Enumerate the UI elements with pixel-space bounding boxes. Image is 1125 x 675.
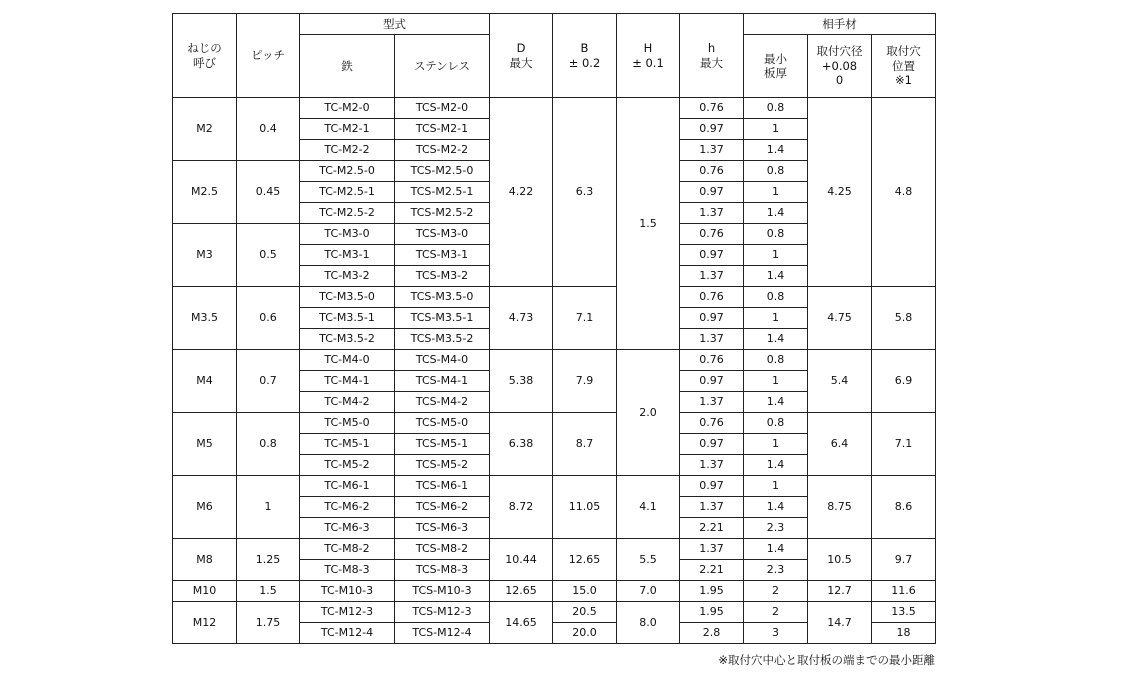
hole-dia-cell: 4.75 xyxy=(808,287,872,350)
iron-model-cell: TC-M2.5-0 xyxy=(300,161,395,182)
hole-dia-cell: 4.25 xyxy=(808,98,872,287)
iron-model-cell: TC-M4-2 xyxy=(300,392,395,413)
pitch-cell: 0.4 xyxy=(237,98,300,161)
hole-dia-cell: 10.5 xyxy=(808,539,872,581)
stainless-model-cell: TCS-M5-1 xyxy=(395,434,490,455)
stainless-model-cell: TCS-M3.5-1 xyxy=(395,308,490,329)
d-max-cell: 12.65 xyxy=(490,581,553,602)
table-row xyxy=(173,287,936,308)
spec-table xyxy=(172,13,936,644)
header-thread-line2: 呼び xyxy=(193,55,216,70)
thread-size-cell: M2.5 xyxy=(173,161,237,224)
min-thickness-cell: 1.4 xyxy=(744,266,808,287)
d-max-cell: 14.65 xyxy=(490,602,553,644)
iron-model-cell: TC-M5-0 xyxy=(300,413,395,434)
h-max-cell: 0.76 xyxy=(680,350,744,371)
footnote: ※取付穴中心と取付板の端までの最小距離 xyxy=(718,653,935,667)
iron-model-cell: TC-M2.5-2 xyxy=(300,203,395,224)
iron-model-cell: TC-M6-1 xyxy=(300,476,395,497)
min-thickness-cell: 0.8 xyxy=(744,413,808,434)
stainless-model-cell: TCS-M3-1 xyxy=(395,245,490,266)
min-thickness-cell: 2.3 xyxy=(744,518,808,539)
b-cell: 11.05 xyxy=(553,476,617,539)
header-hole-pos-line1: 取付穴 xyxy=(886,44,921,59)
h-max-cell: 0.76 xyxy=(680,287,744,308)
iron-model-cell: TC-M4-0 xyxy=(300,350,395,371)
min-thickness-cell: 1 xyxy=(744,371,808,392)
thread-size-cell: M3.5 xyxy=(173,287,237,350)
header-min-thickness xyxy=(744,35,808,98)
h-max-cell: 0.76 xyxy=(680,413,744,434)
thread-size-cell: M4 xyxy=(173,350,237,413)
b-cell: 8.7 xyxy=(553,413,617,476)
stainless-model-cell: TCS-M3-0 xyxy=(395,224,490,245)
h-height-cell: 1.5 xyxy=(617,98,680,350)
min-thickness-cell: 1 xyxy=(744,119,808,140)
pitch-cell: 1.25 xyxy=(237,539,300,581)
header-b-note: ± 0.2 xyxy=(568,55,601,70)
iron-model-cell: TC-M5-2 xyxy=(300,455,395,476)
h-height-cell: 4.1 xyxy=(617,476,680,539)
header-thread-line1: ねじの xyxy=(187,41,222,56)
header-pitch: ピッチ xyxy=(237,14,300,98)
h-max-cell: 1.37 xyxy=(680,203,744,224)
min-thickness-cell: 1.4 xyxy=(744,539,808,560)
min-thickness-cell: 1.4 xyxy=(744,329,808,350)
h-max-cell: 1.95 xyxy=(680,581,744,602)
min-thickness-cell: 2.3 xyxy=(744,560,808,581)
header-d-note: 最大 xyxy=(509,55,533,70)
stainless-model-cell: TCS-M2-2 xyxy=(395,140,490,161)
hole-pos-cell: 18 xyxy=(872,623,936,644)
thread-size-cell: M3 xyxy=(173,224,237,287)
min-thickness-cell: 2 xyxy=(744,581,808,602)
pitch-cell: 1.75 xyxy=(237,602,300,644)
min-thickness-cell: 1.4 xyxy=(744,203,808,224)
min-thickness-cell: 1.4 xyxy=(744,497,808,518)
hole-dia-cell: 14.7 xyxy=(808,602,872,644)
iron-model-cell: TC-M2-0 xyxy=(300,98,395,119)
hole-pos-cell: 11.6 xyxy=(872,581,936,602)
stainless-model-cell: TCS-M4-2 xyxy=(395,392,490,413)
h-height-cell: 5.5 xyxy=(617,539,680,581)
h-max-cell: 0.76 xyxy=(680,98,744,119)
header-model: 型式 xyxy=(300,14,490,35)
pitch-cell: 0.5 xyxy=(237,224,300,287)
header-h-upper-note: ± 0.1 xyxy=(632,55,664,70)
thread-size-cell: M5 xyxy=(173,413,237,476)
h-max-cell: 2.8 xyxy=(680,623,744,644)
min-thickness-cell: 1.4 xyxy=(744,392,808,413)
table-row xyxy=(173,539,936,560)
d-max-cell: 6.38 xyxy=(490,413,553,476)
header-min-thickness-line1: 最小 xyxy=(764,51,787,66)
iron-model-cell: TC-M4-1 xyxy=(300,371,395,392)
hole-pos-cell: 7.1 xyxy=(872,413,936,476)
iron-model-cell: TC-M8-2 xyxy=(300,539,395,560)
stainless-model-cell: TCS-M4-1 xyxy=(395,371,490,392)
stainless-model-cell: TCS-M2.5-1 xyxy=(395,182,490,203)
header-b xyxy=(553,14,617,98)
hole-dia-cell: 12.7 xyxy=(808,581,872,602)
min-thickness-cell: 0.8 xyxy=(744,287,808,308)
min-thickness-cell: 0.8 xyxy=(744,350,808,371)
min-thickness-cell: 1.4 xyxy=(744,455,808,476)
d-max-cell: 5.38 xyxy=(490,350,553,413)
pitch-cell: 1 xyxy=(237,476,300,539)
header-h-lower-symbol: h xyxy=(707,41,716,56)
min-thickness-cell: 1 xyxy=(744,476,808,497)
table-row xyxy=(173,413,936,434)
d-max-cell: 4.22 xyxy=(490,98,553,287)
stainless-model-cell: TCS-M8-3 xyxy=(395,560,490,581)
hole-dia-cell: 8.75 xyxy=(808,476,872,539)
stainless-model-cell: TCS-M3-2 xyxy=(395,266,490,287)
d-max-cell: 4.73 xyxy=(490,287,553,350)
header-h-lower xyxy=(680,14,744,98)
min-thickness-cell: 1.4 xyxy=(744,140,808,161)
hole-pos-cell: 8.6 xyxy=(872,476,936,539)
h-max-cell: 1.37 xyxy=(680,497,744,518)
h-max-cell: 0.97 xyxy=(680,245,744,266)
iron-model-cell: TC-M3.5-1 xyxy=(300,308,395,329)
iron-model-cell: TC-M10-3 xyxy=(300,581,395,602)
iron-model-cell: TC-M3-2 xyxy=(300,266,395,287)
iron-model-cell: TC-M2-2 xyxy=(300,140,395,161)
hole-pos-cell: 9.7 xyxy=(872,539,936,581)
stainless-model-cell: TCS-M12-4 xyxy=(395,623,490,644)
stainless-model-cell: TCS-M3.5-2 xyxy=(395,329,490,350)
hole-dia-cell: 6.4 xyxy=(808,413,872,476)
iron-model-cell: TC-M8-3 xyxy=(300,560,395,581)
hole-pos-cell: 6.9 xyxy=(872,350,936,413)
min-thickness-cell: 0.8 xyxy=(744,224,808,245)
h-max-cell: 0.97 xyxy=(680,182,744,203)
hole-pos-cell: 13.5 xyxy=(872,602,936,623)
pitch-cell: 0.45 xyxy=(237,161,300,224)
b-cell: 20.0 xyxy=(553,623,617,644)
b-cell: 6.3 xyxy=(553,98,617,287)
iron-model-cell: TC-M2.5-1 xyxy=(300,182,395,203)
b-cell: 20.5 xyxy=(553,602,617,623)
stainless-model-cell: TCS-M6-2 xyxy=(395,497,490,518)
table-row xyxy=(173,581,936,602)
iron-model-cell: TC-M6-2 xyxy=(300,497,395,518)
h-max-cell: 1.95 xyxy=(680,602,744,623)
h-max-cell: 2.21 xyxy=(680,518,744,539)
h-max-cell: 0.76 xyxy=(680,224,744,245)
header-hole-pos-line3: ※1 xyxy=(895,73,912,88)
header-hole-dia-line3: 0 xyxy=(835,73,844,88)
min-thickness-cell: 3 xyxy=(744,623,808,644)
header-hole-dia-line1: 取付穴径 xyxy=(816,44,863,59)
d-max-cell: 10.44 xyxy=(490,539,553,581)
h-max-cell: 1.37 xyxy=(680,539,744,560)
d-max-cell: 8.72 xyxy=(490,476,553,539)
table-row xyxy=(173,602,936,623)
h-max-cell: 1.37 xyxy=(680,392,744,413)
pitch-cell: 0.6 xyxy=(237,287,300,350)
stainless-model-cell: TCS-M2.5-2 xyxy=(395,203,490,224)
header-h-upper-symbol: H xyxy=(643,41,653,56)
stainless-model-cell: TCS-M2-1 xyxy=(395,119,490,140)
thread-size-cell: M8 xyxy=(173,539,237,581)
h-max-cell: 1.37 xyxy=(680,329,744,350)
h-max-cell: 1.37 xyxy=(680,266,744,287)
header-stainless: ステンレス xyxy=(395,35,490,98)
h-max-cell: 1.37 xyxy=(680,140,744,161)
iron-model-cell: TC-M12-3 xyxy=(300,602,395,623)
h-max-cell: 0.97 xyxy=(680,119,744,140)
h-max-cell: 1.37 xyxy=(680,455,744,476)
h-max-cell: 0.97 xyxy=(680,476,744,497)
pitch-cell: 0.8 xyxy=(237,413,300,476)
b-cell: 7.1 xyxy=(553,287,617,350)
stainless-model-cell: TCS-M8-2 xyxy=(395,539,490,560)
table-header xyxy=(173,14,936,98)
pitch-cell: 1.5 xyxy=(237,581,300,602)
stainless-model-cell: TCS-M5-2 xyxy=(395,455,490,476)
hole-pos-cell: 5.8 xyxy=(872,287,936,350)
iron-model-cell: TC-M6-3 xyxy=(300,518,395,539)
h-max-cell: 0.97 xyxy=(680,308,744,329)
pitch-cell: 0.7 xyxy=(237,350,300,413)
min-thickness-cell: 0.8 xyxy=(744,161,808,182)
h-max-cell: 0.76 xyxy=(680,161,744,182)
stainless-model-cell: TCS-M10-3 xyxy=(395,581,490,602)
stainless-model-cell: TCS-M3.5-0 xyxy=(395,287,490,308)
stainless-model-cell: TCS-M12-3 xyxy=(395,602,490,623)
header-mating: 相手材 xyxy=(744,14,936,35)
header-h-lower-note: 最大 xyxy=(700,55,723,70)
h-max-cell: 2.21 xyxy=(680,560,744,581)
stainless-model-cell: TCS-M6-1 xyxy=(395,476,490,497)
hole-pos-cell: 4.8 xyxy=(872,98,936,287)
stainless-model-cell: TCS-M2-0 xyxy=(395,98,490,119)
thread-size-cell: M2 xyxy=(173,98,237,161)
h-height-cell: 2.0 xyxy=(617,350,680,476)
iron-model-cell: TC-M5-1 xyxy=(300,434,395,455)
stainless-model-cell: TCS-M4-0 xyxy=(395,350,490,371)
table-row xyxy=(173,350,936,371)
table-row xyxy=(173,98,936,119)
hole-dia-cell: 5.4 xyxy=(808,350,872,413)
stainless-model-cell: TCS-M6-3 xyxy=(395,518,490,539)
h-max-cell: 0.97 xyxy=(680,434,744,455)
min-thickness-cell: 1 xyxy=(744,182,808,203)
min-thickness-cell: 1 xyxy=(744,308,808,329)
min-thickness-cell: 1 xyxy=(744,434,808,455)
b-cell: 12.65 xyxy=(553,539,617,581)
min-thickness-cell: 1 xyxy=(744,245,808,266)
header-hole-pos xyxy=(872,35,936,98)
b-cell: 7.9 xyxy=(553,350,617,413)
iron-model-cell: TC-M12-4 xyxy=(300,623,395,644)
h-height-cell: 8.0 xyxy=(617,602,680,644)
header-b-symbol: B xyxy=(580,41,589,56)
header-hole-pos-line2: 位置 xyxy=(892,58,915,73)
iron-model-cell: TC-M2-1 xyxy=(300,119,395,140)
min-thickness-cell: 2 xyxy=(744,602,808,623)
iron-model-cell: TC-M3-0 xyxy=(300,224,395,245)
table-row xyxy=(173,476,936,497)
h-max-cell: 0.97 xyxy=(680,371,744,392)
min-thickness-cell: 0.8 xyxy=(744,98,808,119)
header-thread xyxy=(173,14,237,98)
iron-model-cell: TC-M3-1 xyxy=(300,245,395,266)
b-cell: 15.0 xyxy=(553,581,617,602)
header-hole-dia xyxy=(808,35,872,98)
stainless-model-cell: TCS-M5-0 xyxy=(395,413,490,434)
thread-size-cell: M10 xyxy=(173,581,237,602)
header-hole-dia-line2: +0.08 xyxy=(821,58,858,73)
header-iron: 鉄 xyxy=(300,35,395,98)
header-d xyxy=(490,14,553,98)
stainless-model-cell: TCS-M2.5-0 xyxy=(395,161,490,182)
iron-model-cell: TC-M3.5-0 xyxy=(300,287,395,308)
header-h-upper xyxy=(617,14,680,98)
table-body xyxy=(173,98,936,644)
thread-size-cell: M6 xyxy=(173,476,237,539)
thread-size-cell: M12 xyxy=(173,602,237,644)
iron-model-cell: TC-M3.5-2 xyxy=(300,329,395,350)
header-d-symbol: D xyxy=(516,41,526,56)
header-min-thickness-line2: 板厚 xyxy=(764,66,787,80)
h-height-cell: 7.0 xyxy=(617,581,680,602)
